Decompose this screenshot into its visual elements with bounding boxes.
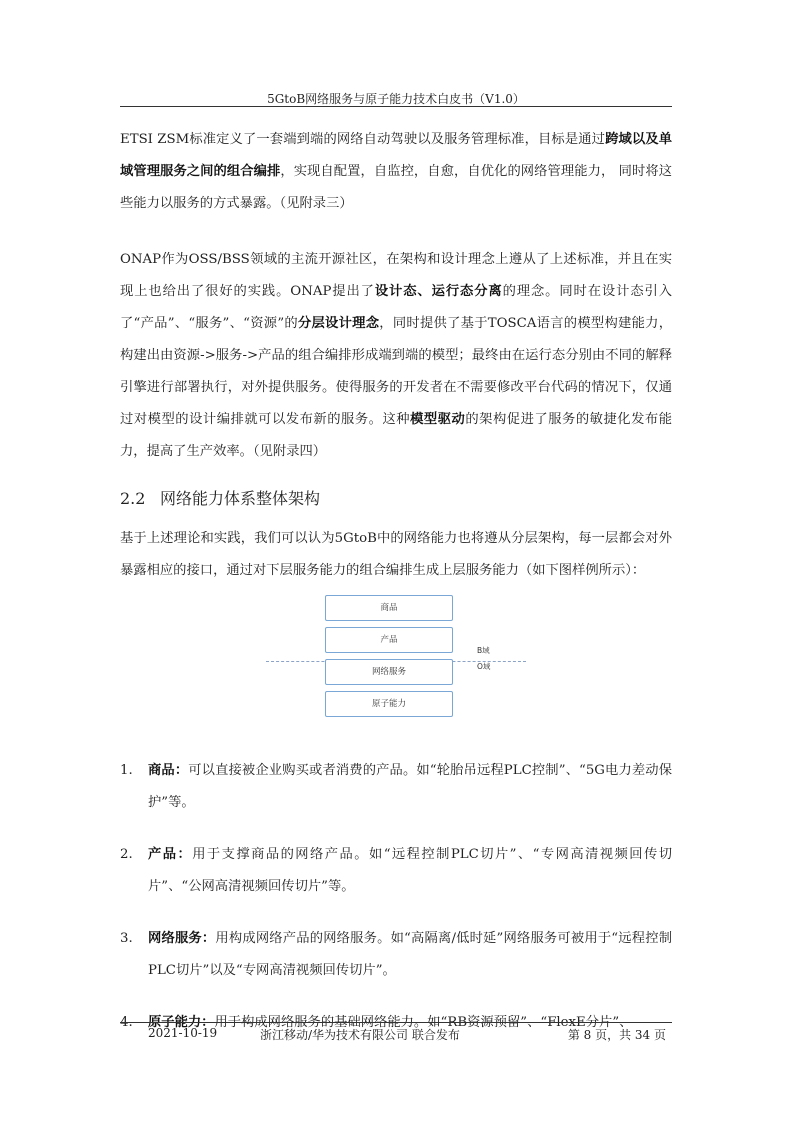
footer-publisher: 浙江移动/华为技术有限公司 联合发布: [260, 1028, 460, 1042]
domain-b-label: B域: [477, 646, 490, 655]
layer-box-product: 产品: [325, 627, 453, 653]
page-body: [120, 124, 672, 1039]
paragraph-onap: ONAP作为OSS/BSS领域的主流开源社区，在架构和设计理念上遵从了上述标准，并且在实现上也给出了很好的实践。ONAP提出了设计态、运行态分离的理念。同时在设计态引入了“产品”、“服务”、“资源”的分层设计理念，同时提供了基于TOSCA语言的模型构建能力，构建出由资源->服务->产品的组合编排形成端到端的模型；最终由在运行态分别由不同的解释引擎进行部署执行，对外提供服务。使得服务的开发者在不需要修改平台代码的情况下，仅通过对模型的设计编排就可以发布新的服务。这种模型驱动的架构促进了服务的敏捷化发布能力，提高了生产效率。（见附录四）: [120, 252, 673, 459]
layer-box-network-service: 网络服务: [325, 659, 453, 685]
footer-date: 2021-10-19: [148, 1026, 218, 1040]
list-item: 4. 原子能力：用于构成网络服务的基础网络能力。如“RB资源预留”、“FlexE分片”、: [120, 1015, 633, 1030]
paragraph-intro: 基于上述理论和实践，我们可以认为5GtoB中的网络能力也将遵从分层架构，每一层都会对外暴露相应的接口，通过对下层服务能力的组合编排生成上层服务能力（如下图样例所示）：: [120, 531, 672, 578]
header-divider: [120, 106, 672, 107]
list-item: 1. 商品：可以直接被企业购买或者消费的产品。如“轮胎吊远程PLC控制”、“5G电力差动保护”等。: [120, 763, 673, 810]
layer-diagram: [120, 595, 672, 735]
list-item: 3. 网络服务：用构成网络产品的网络服务。如“高隔离/低时延”网络服务可被用于“远程控制PLC切片”以及“专网高清视频回传切片”。: [120, 931, 673, 978]
page-header: 5GtoB网络服务与原子能力技术白皮书（V1.0）: [267, 92, 525, 106]
list-item: 2. 产品：用于支撑商品的网络产品。如“远程控制PLC切片”、“专网高清视频回传切片”、“公网高清视频回传切片”等。: [120, 847, 673, 894]
layer-box-atomic-capability: 原子能力: [325, 691, 453, 717]
section-heading: 2.2 网络能力体系整体架构: [120, 489, 321, 508]
domain-o-label: O域: [477, 662, 491, 671]
footer-divider: [120, 1022, 672, 1023]
footer-page-number: 第 8 页，共 34 页: [567, 1028, 666, 1042]
paragraph-etsi: ETSI ZSM标准定义了一套端到端的网络自动驾驶以及服务管理标准，目标是通过跨域以及单域管理服务之间的组合编排，实现自配置，自监控，自愈，自优化的网络管理能力， 同时将这些能力以服务的方式暴露。（见附录三）: [120, 132, 672, 211]
layer-box-commodity: 商品: [325, 595, 453, 621]
